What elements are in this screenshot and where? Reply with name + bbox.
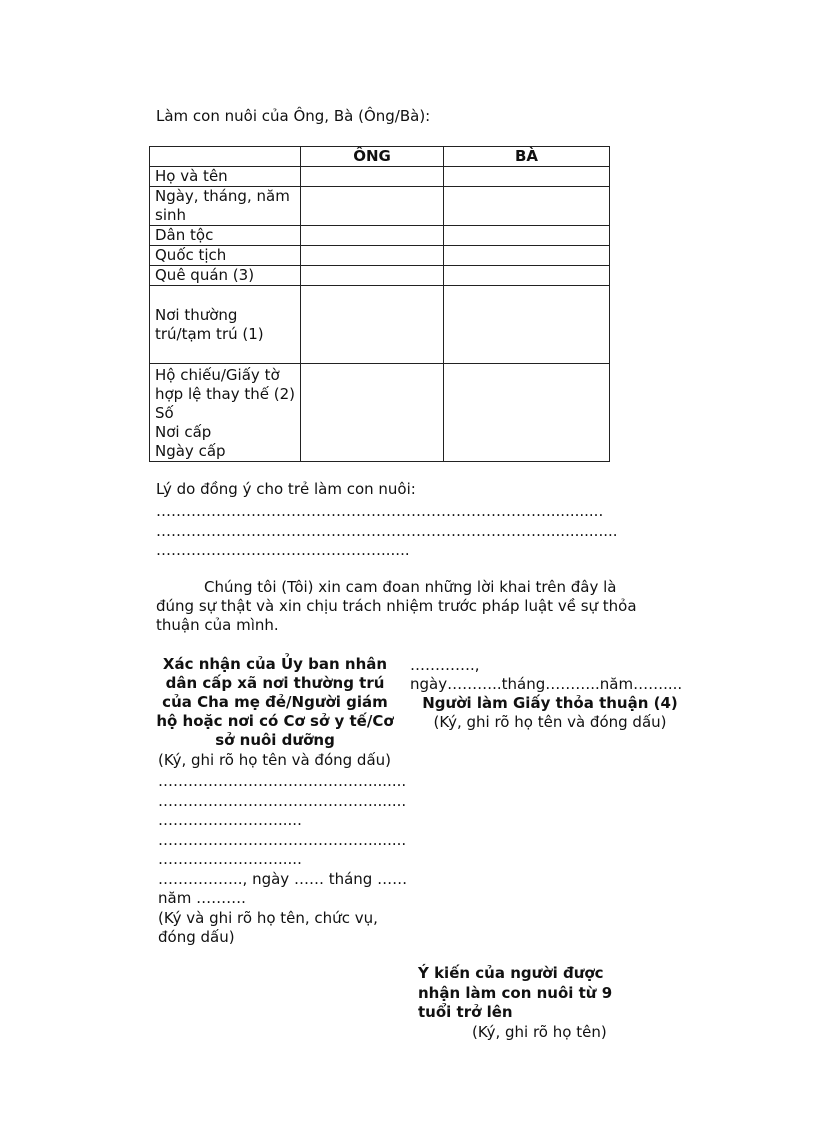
row-label bbox=[150, 286, 301, 364]
table-row-full-name bbox=[150, 167, 610, 187]
header-cell-mother: BÀ bbox=[444, 147, 610, 167]
confirmation-title-line: sở nuôi dưỡng bbox=[215, 731, 335, 749]
father-value-cell bbox=[301, 364, 444, 462]
reason-dots-line: ……………………………………………………………………............... bbox=[156, 522, 618, 540]
row-label-line: trú/tạm trú (1) bbox=[155, 324, 264, 343]
commitment-line: thuận của mình. bbox=[156, 616, 279, 634]
reason-dots-line: ……………………………………………………………………............ bbox=[156, 502, 604, 520]
row-label-line: Nơi cấp bbox=[155, 423, 212, 441]
confirmation-dots-line: ……………………..... bbox=[158, 850, 302, 868]
mother-value-cell bbox=[444, 167, 610, 187]
row-label bbox=[150, 226, 301, 246]
father-value-cell bbox=[301, 167, 444, 187]
row-label bbox=[150, 364, 301, 462]
reason-dots-line: ………………………………………...... bbox=[156, 541, 410, 559]
confirmation-title-line: của Cha mẹ đẻ/Người giám bbox=[162, 693, 388, 711]
header-cell-father: ÔNG bbox=[301, 147, 444, 167]
section-heading: Làm con nuôi của Ông, Bà (Ông/Bà): bbox=[156, 107, 431, 125]
row-label bbox=[150, 246, 301, 266]
row-label-line: Họ và tên bbox=[155, 167, 228, 185]
row-label-line: sinh bbox=[155, 206, 186, 224]
table-row-date-of-birth bbox=[150, 187, 610, 226]
table-row-hometown bbox=[150, 266, 610, 286]
row-label-line: hợp lệ thay thế (2) bbox=[155, 385, 295, 403]
confirmation-footer-line: (Ký và ghi rõ họ tên, chức vụ, bbox=[158, 908, 378, 927]
confirmation-dots-line: ……………………………………........ bbox=[158, 830, 407, 849]
mother-value-cell bbox=[444, 364, 610, 462]
father-value-cell bbox=[301, 226, 444, 246]
father-value-cell bbox=[301, 246, 444, 266]
confirmation-title-line: dân cấp xã nơi thường trú bbox=[165, 674, 385, 692]
row-label-line: Hộ chiếu/Giấy tờ bbox=[155, 366, 280, 384]
mother-value-cell bbox=[444, 266, 610, 286]
commitment-line: đúng sự thật và xin chịu trách nhiệm trước pháp luật về sự thỏa bbox=[156, 597, 637, 615]
table-row-nationality bbox=[150, 246, 610, 266]
row-label bbox=[150, 266, 301, 286]
table-row-residence bbox=[150, 286, 610, 364]
row-label-line: Dân tộc bbox=[155, 226, 214, 244]
agreement-date-line: ngày………..tháng………..năm…….... bbox=[410, 675, 683, 693]
row-label bbox=[150, 167, 301, 187]
confirmation-dots-line: năm ………. bbox=[158, 889, 246, 907]
confirmation-sign-note: (Ký, ghi rõ họ tên và đóng dấu) bbox=[158, 751, 391, 769]
row-label-line: Số bbox=[155, 404, 174, 422]
confirmation-title-line: hộ hoặc nơi có Cơ sở y tế/Cơ bbox=[156, 712, 394, 730]
reason-label: Lý do đồng ý cho trẻ làm con nuôi: bbox=[156, 480, 416, 498]
confirmation-footer-line: đóng dấu) bbox=[158, 928, 235, 946]
agreement-place-line: …………., bbox=[410, 656, 480, 674]
mother-value-cell bbox=[444, 187, 610, 226]
parents-info-table bbox=[149, 146, 610, 462]
child-opinion-title-line: Ý kiến của người được bbox=[418, 964, 604, 982]
table-row-ethnicity bbox=[150, 226, 610, 246]
agreement-title: Người làm Giấy thỏa thuận (4) bbox=[422, 694, 678, 712]
confirmation-dots-line: ……………………………………........ bbox=[158, 791, 407, 810]
table-header-row bbox=[150, 147, 610, 167]
confirmation-dots-line: ……………………………………........ bbox=[158, 772, 407, 790]
child-opinion-sign-note: (Ký, ghi rõ họ tên) bbox=[472, 1023, 607, 1041]
header-cell-label bbox=[150, 147, 301, 167]
father-value-cell bbox=[301, 286, 444, 364]
row-label-line: Quê quán (3) bbox=[155, 266, 255, 284]
row-label bbox=[150, 187, 301, 226]
commitment-line: Chúng tôi (Tôi) xin cam đoan những lời khai trên đây là bbox=[204, 578, 617, 596]
father-value-cell bbox=[301, 187, 444, 226]
agreement-sign-note: (Ký, ghi rõ họ tên và đóng dấu) bbox=[433, 713, 667, 731]
child-opinion-title-line: nhận làm con nuôi từ 9 bbox=[418, 983, 613, 1002]
child-opinion-title bbox=[418, 964, 612, 1023]
row-label-line: Ngày, tháng, năm bbox=[155, 187, 290, 205]
child-opinion-title-line: tuổi trở lên bbox=[418, 1003, 513, 1021]
confirmation-title-line: Xác nhận của Ủy ban nhân bbox=[162, 655, 388, 673]
confirmation-title bbox=[150, 655, 400, 750]
confirmation-dots-line: ……………………..... bbox=[158, 811, 302, 829]
mother-value-cell bbox=[444, 286, 610, 364]
row-label-line: Nơi thường bbox=[155, 305, 238, 324]
table-row-passport bbox=[150, 364, 610, 462]
mother-value-cell bbox=[444, 246, 610, 266]
confirmation-dots-line: …………….., ngày …… tháng …… bbox=[158, 869, 408, 888]
confirmation-dots-block bbox=[158, 772, 407, 948]
father-value-cell bbox=[301, 266, 444, 286]
row-label-line: Quốc tịch bbox=[155, 246, 227, 264]
mother-value-cell bbox=[444, 226, 610, 246]
row-label-line: Ngày cấp bbox=[155, 442, 226, 460]
